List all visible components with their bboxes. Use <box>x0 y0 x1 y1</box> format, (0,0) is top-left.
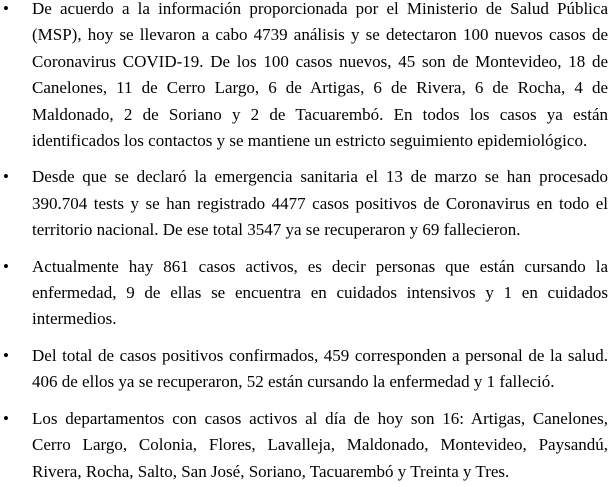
list-item <box>0 0 608 154</box>
list-item-text: Actualmente hay 861 casos activos, es decir personas que están cursando la enfermedad, 9 de ellas se encuentra en cuidados intensivos y 1 en cuidados intermedios. <box>32 256 608 329</box>
list-item <box>0 254 608 333</box>
list-item-text: Los departamentos con casos activos al día de hoy son 16: Artigas, Canelones, Cerro Largo, Colonia, Flores, Lavalleja, Maldonado, Montevideo, Paysandú, Rivera, Rocha, Salto, San José, Soriano, Tacuarembó y Treinta y Tres. <box>32 408 608 481</box>
list-item-text: De acuerdo a la información proporcionada por el Ministerio de Salud Pública (MSP), hoy se llevaron a cabo 4739 análisis y se detectaron 100 nuevos casos de Coronavirus COVID-19. De los 100 casos nuevos, 45 son de Montevideo, 18 de Canelones, 11 de Cerro Largo, 6 de Artigas, 6 de Rivera, 6 de Rocha, 4 de Maldonado, 2 de Soriano y 2 de Tacuarembó. En todos los casos ya están identificados los contactos y se mantiene un estricto seguimiento epidemiológico. <box>32 0 608 151</box>
bullet-icon: • <box>3 256 9 276</box>
bullet-icon: • <box>3 0 9 18</box>
list-item-text: Desde que se declaró la emergencia sanitaria el 13 de marzo se han procesado 390.704 tests y se han registrado 4477 casos positivos de Coronavirus en todo el territorio nacional. De ese total 3547 ya se recuperaron y 69 fallecieron. <box>32 167 608 240</box>
list-item <box>0 164 608 243</box>
bullet-icon: • <box>3 167 9 187</box>
list-item <box>0 406 608 485</box>
bullet-icon: • <box>3 408 9 428</box>
list-item-text: Del total de casos positivos confirmados, 459 corresponden a personal de la salud. 406 de ellos ya se recuperaron, 52 están cursando la enfermedad y 1 falleció. <box>32 345 608 392</box>
bullet-icon: • <box>3 345 9 365</box>
list-item <box>0 343 608 396</box>
